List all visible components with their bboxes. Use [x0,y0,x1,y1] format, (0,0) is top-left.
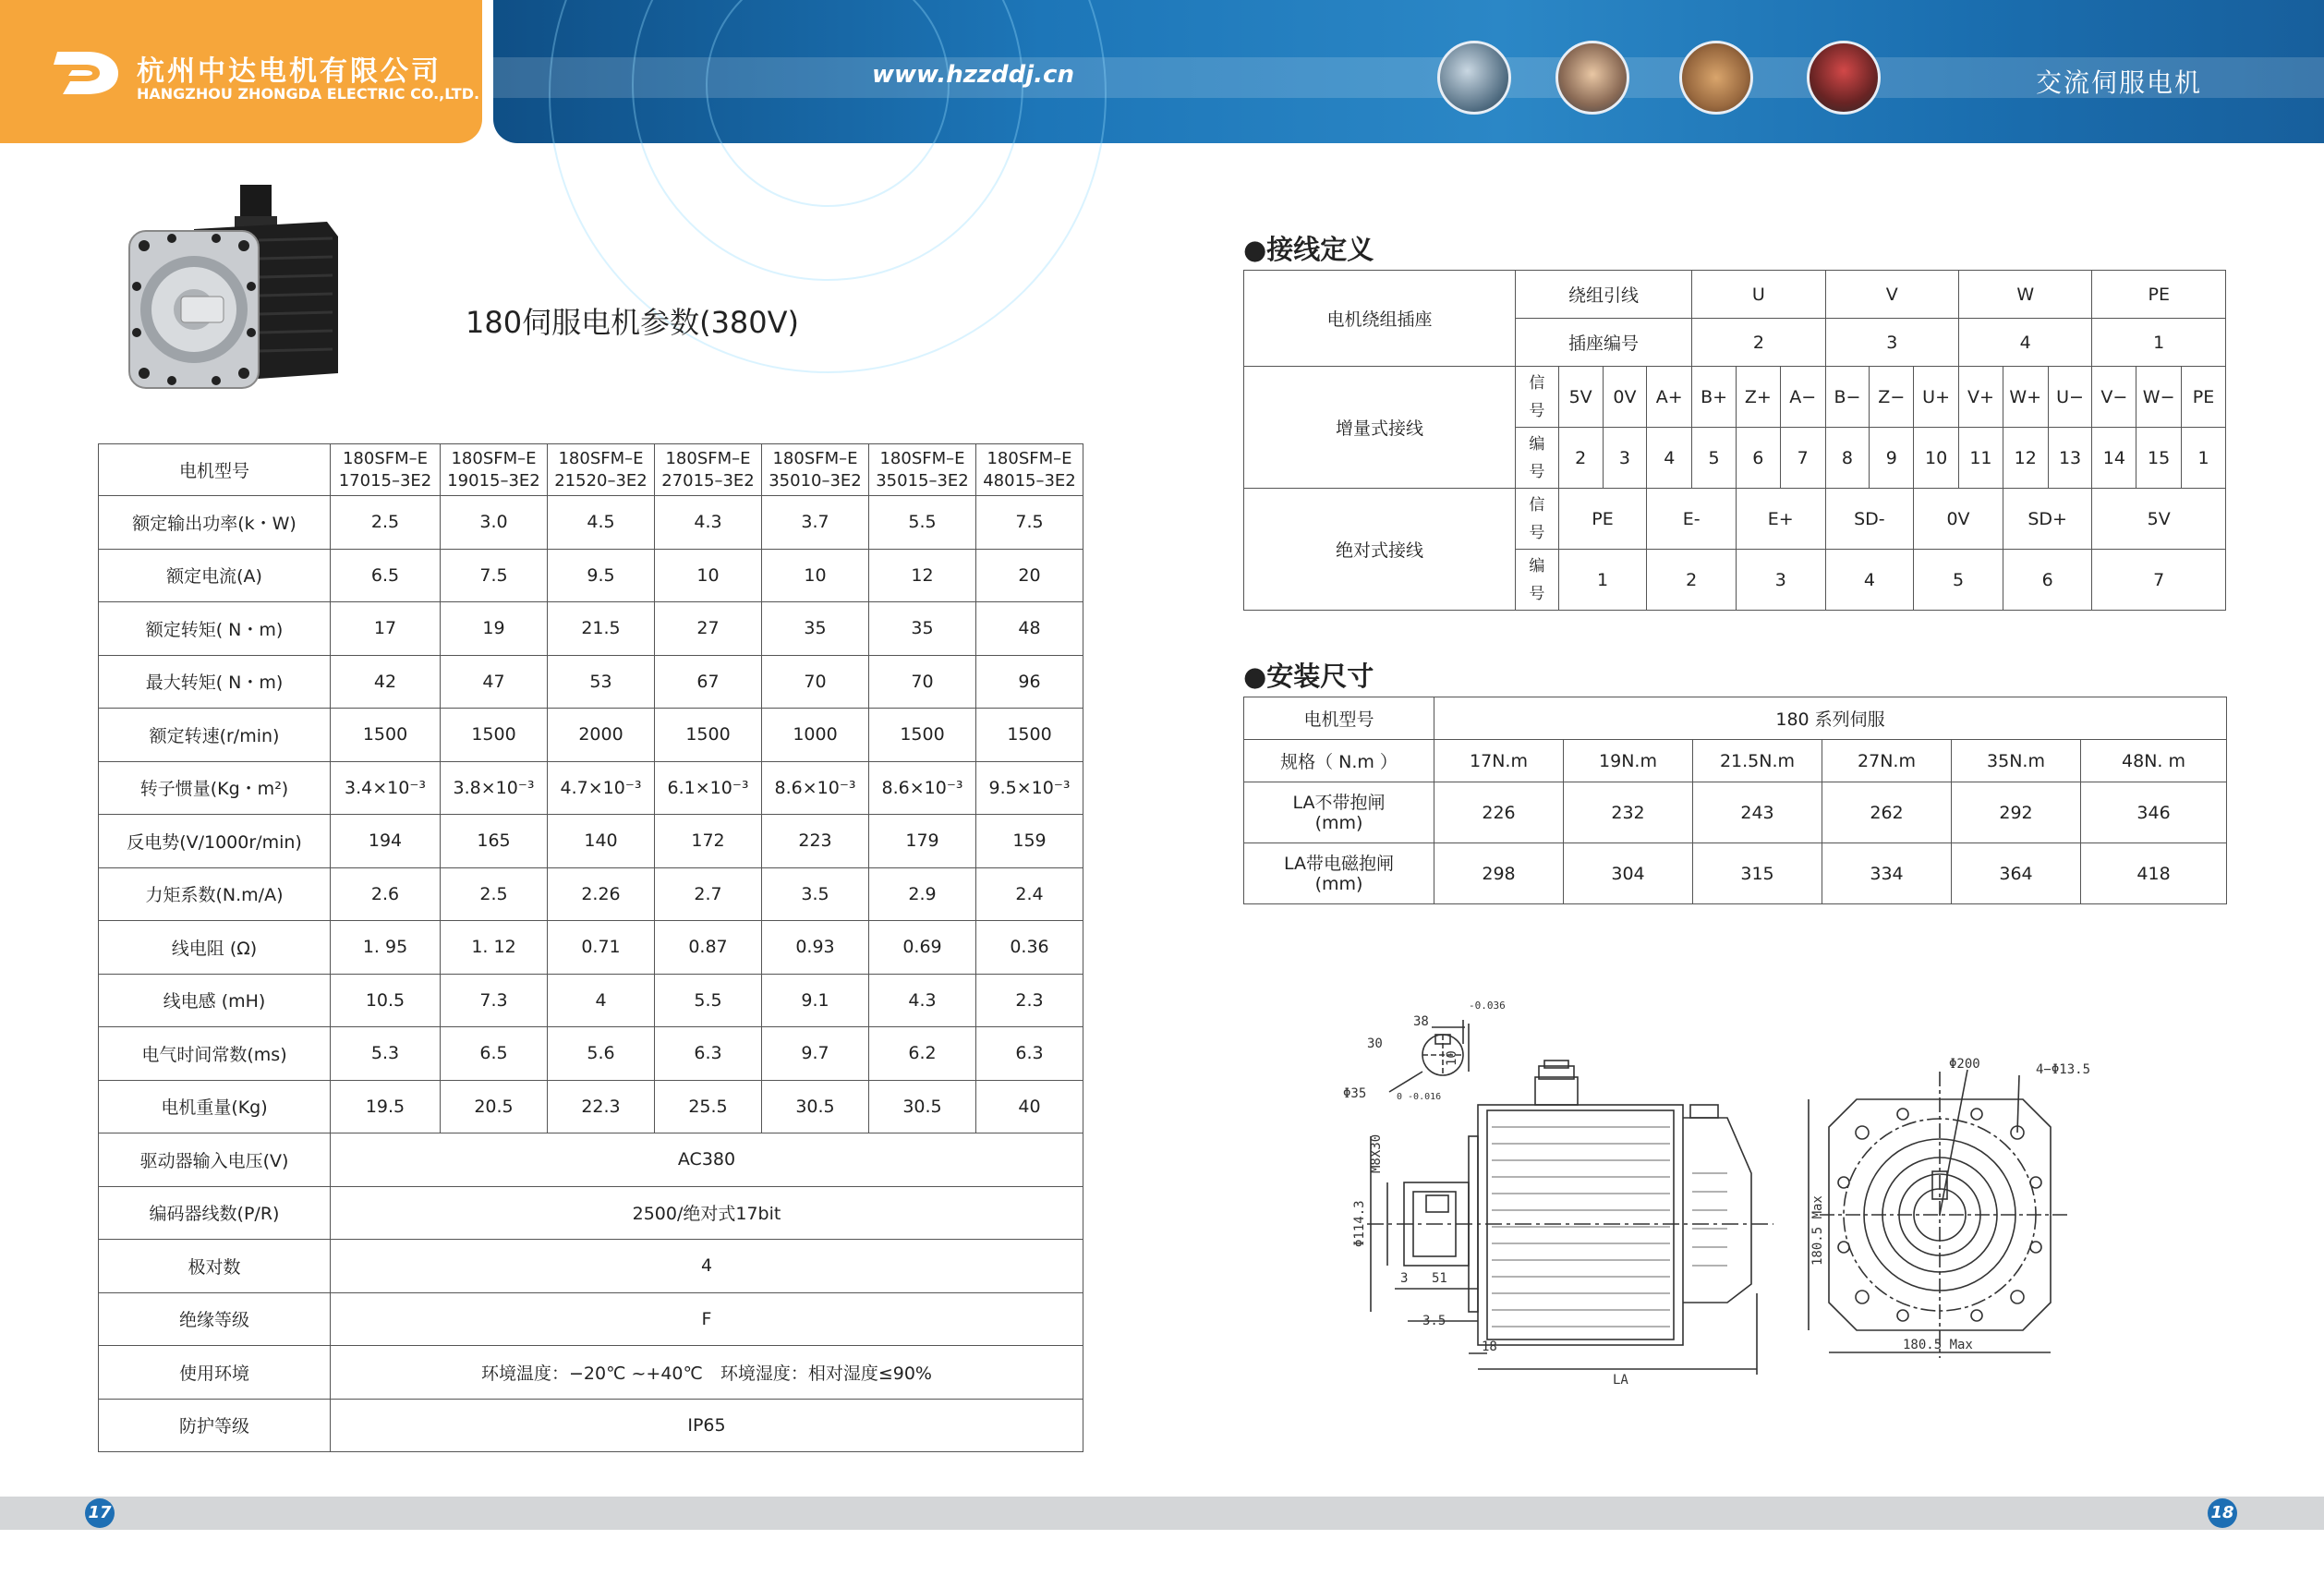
model-line: 180SFM–E [772,448,858,468]
dim-label: 3 [1400,1271,1409,1286]
la-cell: 292 [1952,782,2081,843]
signal-cell: E+ [1736,489,1825,550]
dim-label: Φ35 [1343,1086,1367,1101]
value-cell: 8.6×10⁻³ [762,761,869,815]
value-cell: 3.4×10⁻³ [331,761,441,815]
value-cell: 8.6×10⁻³ [869,761,976,815]
value-cell: 19.5 [331,1080,441,1133]
model-cell [548,444,655,496]
value-cell: 2000 [548,709,655,762]
value-cell: 6.3 [655,1027,762,1081]
dim-label: 38 [1413,1014,1429,1029]
signal-cell: 0V [1914,489,2003,550]
number-cell: 4 [1647,428,1692,489]
value-cell: 9.5×10⁻³ [976,761,1083,815]
series-cell: 180 系列伺服 [1434,697,2227,740]
value-cell: 70 [869,655,976,709]
footer-bar [0,1497,2324,1530]
absolute-label: 绝对式接线 [1244,489,1516,611]
value-cell: 40 [976,1080,1083,1133]
pin-cell: 2 [1692,319,1825,367]
signal-cell: PE [1558,489,1647,550]
model-line: 27015–3E2 [661,470,755,491]
signal-cell: A− [1780,367,1825,428]
table-row [99,655,1083,709]
table-row [99,1346,1083,1400]
row-label: 电机重量(Kg) [99,1080,331,1133]
spec-cell: 17N.m [1434,740,1564,782]
spec-cell: 35N.m [1952,740,2081,782]
row-label [1244,843,1434,904]
dim-label: Φ114.3 [1352,1200,1367,1247]
la-cell: 304 [1564,843,1693,904]
value-cell: 140 [548,815,655,868]
value-cell: 12 [869,549,976,602]
row-label: 额定转速(r/min) [99,709,331,762]
spec-cell: 19N.m [1564,740,1693,782]
row-label-line: (mm) [1314,812,1363,833]
merged-value-cell: 2500/绝对式17bit [331,1186,1083,1240]
winding-cell: U [1692,271,1825,319]
application-photo-3 [1679,41,1753,115]
la-cell: 226 [1434,782,1564,843]
number-cell: 6 [1736,428,1780,489]
table-row [99,709,1083,762]
value-cell: 25.5 [655,1080,762,1133]
application-photo-4 [1807,41,1881,115]
table-row [99,1133,1083,1187]
wiring-row-winding [1244,271,2226,319]
size-row-brake [1244,843,2227,904]
header-title: 交流伺服电机 [2036,67,2203,98]
row-label: 绝缘等级 [99,1292,331,1346]
absolute-signal-row [1244,489,2226,550]
value-cell: 27 [655,602,762,656]
la-cell: 262 [1822,782,1952,843]
model-cell [976,444,1083,496]
value-cell: 2.26 [548,867,655,921]
table-row [99,1186,1083,1240]
spec-cell: 21.5N.m [1693,740,1822,782]
value-cell: 20.5 [441,1080,548,1133]
size-row-nobrake [1244,782,2227,843]
table-row [99,815,1083,868]
value-cell: 19 [441,602,548,656]
row-label-line: LA不带抱闸 [1292,792,1386,813]
signal-cell: 0V [1603,367,1647,428]
model-line: 48015–3E2 [983,470,1076,491]
winding-label: 绕组引线 [1515,271,1691,319]
company-name-en: HANGZHOU ZHONGDA ELECTRIC CO.,LTD. [137,85,480,103]
signal-cell: B− [1825,367,1870,428]
dim-label: 3.5 [1422,1314,1446,1328]
la-cell: 418 [2081,843,2227,904]
signal-cell: A+ [1647,367,1692,428]
value-cell: 10.5 [331,974,441,1027]
value-cell: 17 [331,602,441,656]
value-cell: 42 [331,655,441,709]
value-cell: 30.5 [869,1080,976,1133]
winding-cell: PE [2092,271,2226,319]
value-cell: 5.3 [331,1027,441,1081]
value-cell: 5.5 [655,974,762,1027]
value-cell: 0.93 [762,921,869,975]
value-cell: 10 [762,549,869,602]
spec-cell: 27N.m [1822,740,1952,782]
signal-cell: W− [2136,367,2182,428]
number-cell: 7 [2092,550,2226,611]
row-label: 转子惯量(Kg・m²) [99,761,331,815]
value-cell: 1500 [331,709,441,762]
number-label [1515,550,1558,611]
model-line: 19015–3E2 [447,470,540,491]
dim-label: 4−Φ13.5 [2036,1062,2091,1077]
value-cell: 7.3 [441,974,548,1027]
number-cell: 4 [1825,550,1914,611]
value-cell: 21.5 [548,602,655,656]
row-label-line: LA带电磁抱闸 [1283,853,1395,874]
number-cell: 5 [1692,428,1737,489]
model-cell [441,444,548,496]
size-row-spec [1244,740,2227,782]
value-cell: 4 [548,974,655,1027]
model-line: 35015–3E2 [876,470,969,491]
value-cell: 35 [869,602,976,656]
parameter-table-title: 180伺服电机参数(380V) [466,305,800,340]
number-cell: 6 [2003,550,2092,611]
value-cell: 6.5 [441,1027,548,1081]
number-cell: 11 [1959,428,2003,489]
value-cell: 4.7×10⁻³ [548,761,655,815]
dim-label: 30 [1367,1036,1383,1051]
value-cell: 0.71 [548,921,655,975]
merged-value-cell: 4 [331,1240,1083,1293]
value-cell: 6.2 [869,1027,976,1081]
row-label: 规格（ N.m ） [1244,740,1434,782]
side-view-drawing [1330,988,1847,1386]
value-cell: 2.5 [441,867,548,921]
company-name-cn: 杭州中达电机有限公司 [137,55,442,88]
value-cell: 96 [976,655,1083,709]
number-cell: 1 [1558,550,1647,611]
model-line: 180SFM–E [342,448,429,468]
value-cell: 2.4 [976,867,1083,921]
model-line: 180SFM–E [665,448,751,468]
dim-label: 180.5 Max [1810,1195,1825,1266]
front-view-drawing [1801,1053,2091,1367]
application-photo-1 [1437,41,1511,115]
value-cell: 1000 [762,709,869,762]
table-row [99,761,1083,815]
dim-label: M8X30 [1369,1133,1384,1173]
value-cell: 53 [548,655,655,709]
value-cell: 0.69 [869,921,976,975]
value-cell: 20 [976,549,1083,602]
value-cell: 1500 [441,709,548,762]
row-label: 力矩系数(N.m/A) [99,867,331,921]
row-label: 额定电流(A) [99,549,331,602]
row-label: 防护等级 [99,1399,331,1452]
value-cell: 194 [331,815,441,868]
number-label-text: 编号 [1529,434,1545,481]
value-cell: 10 [655,549,762,602]
table-row [99,1027,1083,1081]
size-row-model [1244,697,2227,740]
signal-cell: B+ [1692,367,1737,428]
value-cell: 3.5 [762,867,869,921]
value-cell: 2.6 [331,867,441,921]
table-row [99,549,1083,602]
row-label: 电机型号 [99,444,331,496]
signal-cell: U− [2048,367,2092,428]
la-cell: 298 [1434,843,1564,904]
value-cell: 1. 12 [441,921,548,975]
value-cell: 6.1×10⁻³ [655,761,762,815]
signal-cell: Z− [1870,367,1914,428]
value-cell: 22.3 [548,1080,655,1133]
table-row [99,1080,1083,1133]
signal-cell: V+ [1959,367,2003,428]
model-line: 21520–3E2 [554,470,648,491]
number-cell: 2 [1647,550,1737,611]
dim-label: LA [1613,1373,1628,1388]
number-cell: 8 [1825,428,1870,489]
signal-cell: W+ [2003,367,2048,428]
value-cell: 1500 [976,709,1083,762]
value-cell: 2.3 [976,974,1083,1027]
table-row [99,867,1083,921]
value-cell: 9.7 [762,1027,869,1081]
merged-value-cell: AC380 [331,1133,1083,1187]
value-cell: 1500 [869,709,976,762]
value-cell: 3.8×10⁻³ [441,761,548,815]
table-row [99,1292,1083,1346]
model-line: 180SFM–E [986,448,1072,468]
merged-value-cell: F [331,1292,1083,1346]
install-section-title: ●安装尺寸 [1243,661,1374,692]
number-cell: 10 [1914,428,1959,489]
value-cell: 5.5 [869,496,976,550]
row-label: 电机型号 [1244,697,1434,740]
la-cell: 346 [2081,782,2227,843]
la-cell: 364 [1952,843,2081,904]
signal-label-text: 信号 [1529,373,1545,420]
signal-cell: U+ [1914,367,1959,428]
value-cell: 179 [869,815,976,868]
signal-cell: E- [1647,489,1737,550]
value-cell: 70 [762,655,869,709]
la-cell: 315 [1693,843,1822,904]
value-cell: 1500 [655,709,762,762]
model-line: 180SFM–E [558,448,644,468]
row-label: 电气时间常数(ms) [99,1027,331,1081]
value-cell: 7.5 [441,549,548,602]
value-cell: 223 [762,815,869,868]
value-cell: 2.9 [869,867,976,921]
value-cell: 4.3 [869,974,976,1027]
value-cell: 3.7 [762,496,869,550]
table-row [99,974,1083,1027]
number-cell: 2 [1558,428,1603,489]
dim-label: -0.036 [1469,1000,1506,1012]
table-row [99,1240,1083,1293]
signal-label-text: 信号 [1529,495,1545,542]
value-cell: 5.6 [548,1027,655,1081]
signal-label [1515,367,1558,428]
table-row [99,496,1083,550]
page-number-left: 17 [85,1498,115,1528]
winding-cell: W [1959,271,2092,319]
value-cell: 6.5 [331,549,441,602]
page-number-right: 18 [2208,1498,2237,1528]
value-cell: 3.0 [441,496,548,550]
value-cell: 1. 95 [331,921,441,975]
dim-label: 51 [1432,1271,1447,1286]
signal-cell: V− [2092,367,2136,428]
row-label: 线电感 (mH) [99,974,331,1027]
row-label: 额定转矩( N・m) [99,602,331,656]
incremental-signal-row [1244,367,2226,428]
row-label [1244,782,1434,843]
number-cell: 5 [1914,550,2003,611]
motor-parameter-table [98,443,1083,1452]
value-cell: 4.5 [548,496,655,550]
signal-label [1515,489,1558,550]
winding-cell: V [1825,271,1958,319]
row-label: 额定输出功率(k・W) [99,496,331,550]
dim-label: 180.5 Max [1903,1338,1973,1352]
value-cell: 2.7 [655,867,762,921]
wiring-definition-table [1243,270,2226,611]
row-label: 最大转矩( N・m) [99,655,331,709]
model-cell [869,444,976,496]
la-cell: 243 [1693,782,1822,843]
value-cell: 0.36 [976,921,1083,975]
website-url[interactable]: www.hzzddj.cn [872,61,1074,89]
incremental-label: 增量式接线 [1244,367,1516,489]
socket-label: 电机绕组插座 [1244,271,1516,367]
dim-label: 0 -0.016 [1397,1092,1442,1102]
table-row [99,1399,1083,1452]
value-cell: 172 [655,815,762,868]
model-line: 17015–3E2 [338,470,432,491]
number-label [1515,428,1558,489]
table-row [99,921,1083,975]
value-cell: 4.3 [655,496,762,550]
number-cell: 13 [2048,428,2092,489]
company-logo-icon [54,44,122,102]
model-line: 35010–3E2 [769,470,862,491]
header-logo-block [0,0,482,143]
value-cell: 6.3 [976,1027,1083,1081]
model-line: 180SFM–E [451,448,537,468]
table-row [99,602,1083,656]
wiring-section-title: ●接线定义 [1243,234,1374,265]
table-row-model [99,444,1083,496]
value-cell: 7.5 [976,496,1083,550]
model-cell [655,444,762,496]
la-cell: 232 [1564,782,1693,843]
install-size-table [1243,697,2227,904]
value-cell: 165 [441,815,548,868]
number-cell: 3 [1736,550,1825,611]
number-cell: 12 [2003,428,2048,489]
value-cell: 48 [976,602,1083,656]
servo-motor-photo [120,185,342,406]
value-cell: 67 [655,655,762,709]
value-cell: 159 [976,815,1083,868]
number-cell: 3 [1603,428,1647,489]
number-cell: 15 [2136,428,2182,489]
signal-cell: Z+ [1736,367,1780,428]
value-cell: 9.1 [762,974,869,1027]
row-label: 使用环境 [99,1346,331,1400]
model-cell [331,444,441,496]
pin-label: 插座编号 [1515,319,1691,367]
signal-cell: 5V [1558,367,1603,428]
dim-label: 10 [1445,1050,1459,1066]
signal-cell: SD+ [2003,489,2092,550]
row-label: 线电阻 (Ω) [99,921,331,975]
pin-cell: 4 [1959,319,2092,367]
application-photo-2 [1555,41,1629,115]
model-cell [762,444,869,496]
pin-cell: 3 [1825,319,1958,367]
dim-label: Φ200 [1949,1057,1980,1072]
dim-label: 18 [1482,1339,1497,1354]
row-label: 极对数 [99,1240,331,1293]
value-cell: 9.5 [548,549,655,602]
number-label-text: 编号 [1529,556,1545,603]
value-cell: 35 [762,602,869,656]
spec-cell: 48N. m [2081,740,2227,782]
row-label-line: (mm) [1314,873,1363,894]
value-cell: 0.87 [655,921,762,975]
signal-cell: PE [2182,367,2226,428]
value-cell: 47 [441,655,548,709]
number-cell: 9 [1870,428,1914,489]
pin-cell: 1 [2092,319,2226,367]
la-cell: 334 [1822,843,1952,904]
number-cell: 7 [1780,428,1825,489]
row-label: 驱动器输入电压(V) [99,1133,331,1187]
signal-cell: 5V [2092,489,2226,550]
value-cell: 2.5 [331,496,441,550]
merged-value-cell: IP65 [331,1399,1083,1452]
row-label: 反电势(V/1000r/min) [99,815,331,868]
value-cell: 30.5 [762,1080,869,1133]
model-line: 180SFM–E [879,448,965,468]
number-cell: 14 [2092,428,2136,489]
row-label: 编码器线数(P/R) [99,1186,331,1240]
number-cell: 1 [2182,428,2226,489]
merged-value-cell: 环境温度：−20℃ ~+40℃ 环境湿度：相对湿度≤90% [331,1346,1083,1400]
signal-cell: SD- [1825,489,1914,550]
